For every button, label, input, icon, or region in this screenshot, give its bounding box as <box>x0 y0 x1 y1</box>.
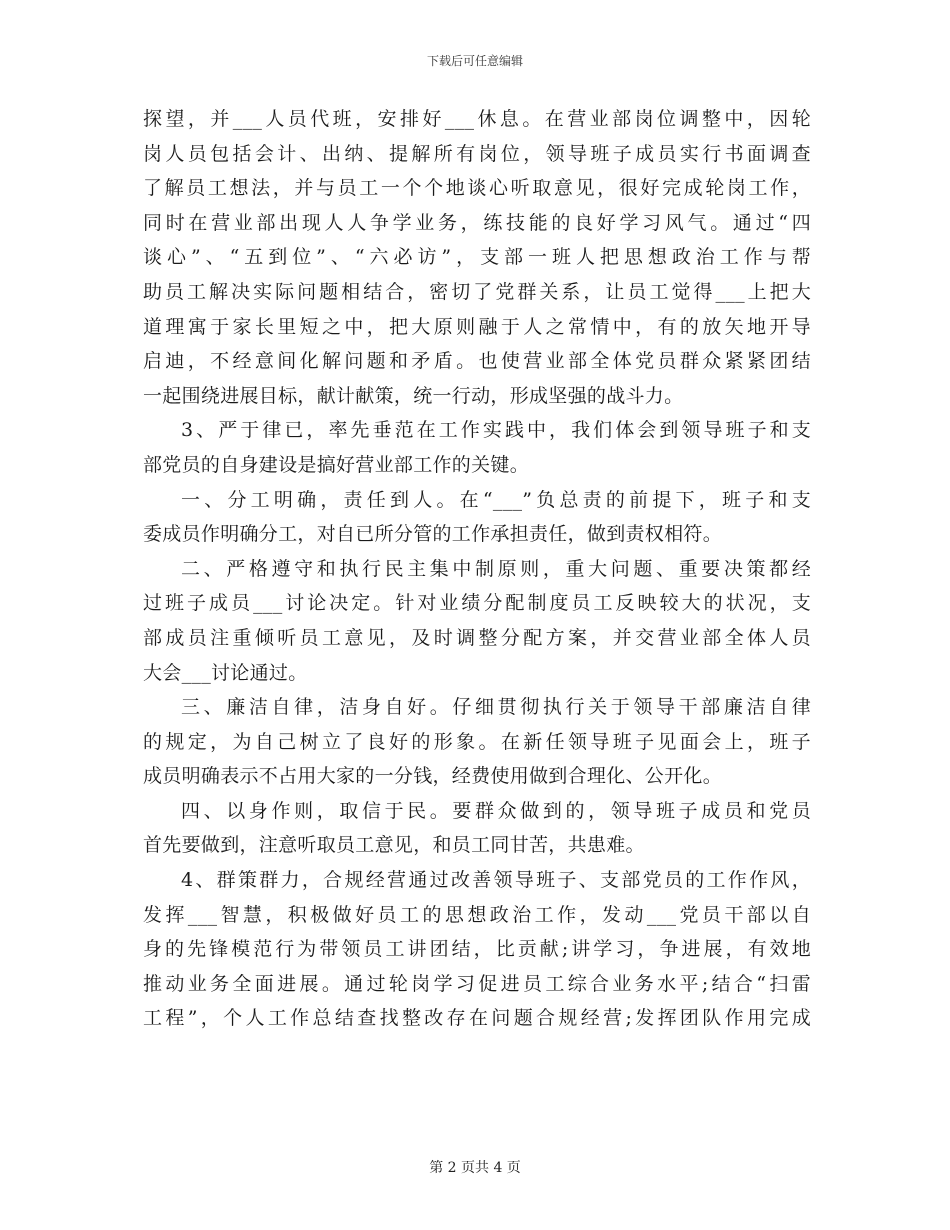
text-line: 四、以身作则，取信于民。要群众做到的，领导班子成员和党员 <box>181 799 811 822</box>
text-line: 大会___讨论通过。 <box>143 661 308 684</box>
text-line: 首先要做到，注意听取员工意见，和员工同甘苦，共患难。 <box>143 834 645 857</box>
text-line: 成员明确表示不占用大家的一分钱，经费使用做到合理化、公开化。 <box>143 765 723 788</box>
text-line: 同时在营业部出现人人争学业务，练技能的良好学习风气。通过“四 <box>143 211 811 234</box>
text-line: 身的先锋模范行为带领员工讲团结，比贡献;讲学习，争进展，有效地 <box>143 938 811 961</box>
text-line: 一起围绕进展目标，献计献策，统一行动，形成坚强的战斗力。 <box>143 384 684 407</box>
page-number: 第 2 页共 4 页 <box>429 1160 521 1176</box>
text-line: 3、严于律已，率先垂范在工作实践中，我们体会到领导班子和支 <box>181 419 811 442</box>
text-line: 三、廉洁自律，洁身自好。仔细贯彻执行关于领导干部廉洁自律 <box>181 696 811 719</box>
page-header: 下载后可任意编辑 <box>426 54 523 68</box>
text-line: 探望，并___人员代班，安排好___休息。在营业部岗位调整中，因轮 <box>143 108 811 130</box>
text-line: 4、群策群力，合规经营通过改善领导班子、支部党员的工作作风， <box>181 869 811 892</box>
text-line: 的规定，为自己树立了良好的形象。在新任领导班子见面会上，班子 <box>143 730 811 753</box>
text-line: 谈心”、“五到位”、“六必访”，支部一班人把思想政治工作与帮 <box>143 246 811 269</box>
text-line: 委成员作明确分工，对自已所分管的工作承担责任，做到责权相符。 <box>143 523 723 546</box>
text-line: 过班子成员___讨论决定。针对业绩分配制度员工反映较大的状况，支 <box>143 592 811 615</box>
document-body <box>143 102 811 1036</box>
text-line: 道理寓于家长里短之中，把大原则融于人之常情中，有的放矢地开导 <box>143 315 811 338</box>
text-line: 部成员注重倾听员工意见，及时调整分配方案，并交营业部全体人员 <box>143 626 811 649</box>
text-line: 岗人员包括会计、出纳、提解所有岗位，领导班子成员实行书面调查 <box>143 142 811 165</box>
text-line: 一、分工明确，责任到人。在“___”负总责的前提下，班子和支 <box>181 488 811 511</box>
text-line: 二、严格遵守和执行民主集中制原则，重大问题、重要决策都经 <box>181 557 811 580</box>
text-line: 工程”，个人工作总结查找整改存在问题合规经营;发挥团队作用完成 <box>143 1007 811 1030</box>
text-line: 启迪，不经意间化解问题和矛盾。也使营业部全体党员群众紧紧团结 <box>143 350 811 373</box>
text-line: 助员工解决实际问题相结合，密切了党群关系，让员工觉得___上把大 <box>143 280 811 303</box>
text-line: 推动业务全面进展。通过轮岗学习促进员工综合业务水平;结合“扫雷 <box>143 972 811 995</box>
text-line: 发挥___智慧，积极做好员工的思想政治工作，发动___党员干部以自 <box>143 903 811 926</box>
text-line: 部党员的自身建设是搞好营业部工作的关键。 <box>143 453 530 476</box>
text-line: 了解员工想法，并与员工一个个地谈心听取意见，很好完成轮岗工作， <box>143 177 811 200</box>
